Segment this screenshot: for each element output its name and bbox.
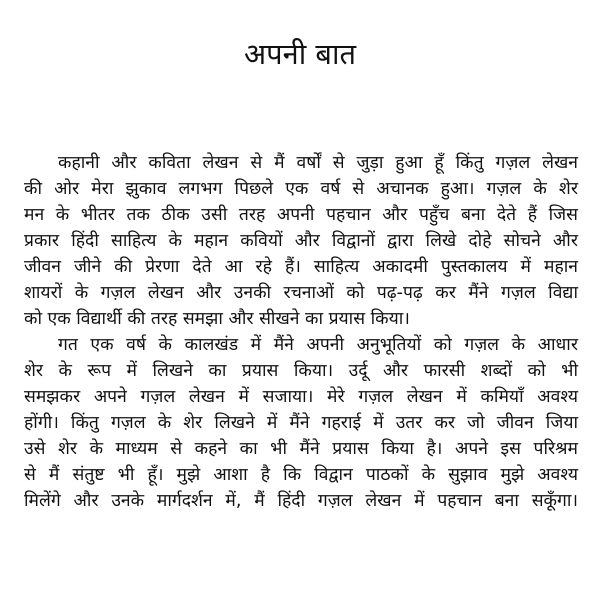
- body-text: [24, 150, 578, 514]
- text-line: होंगी। किंतु गज़ल के शेर लिखने में मैंने गहराई में उतर कर जो जीवन जिया: [24, 413, 578, 433]
- text-line: मिलेंगे और उनके मार्गदर्शन में, मैं हिंदी गज़ल लेखन में पहचान बना सकूँगा।: [24, 491, 578, 511]
- page-title: अपनी बात: [243, 37, 357, 71]
- text-line: गत एक वर्ष के कालखंड में मैंने अपनी अनुभूतियों को गज़ल के आधार: [58, 335, 578, 355]
- text-line: की ओर मेरा झुकाव लगभग पिछले एक वर्ष से अचानक हुआ। गज़ल के शेर: [24, 179, 578, 199]
- text-line: समझकर अपने गज़ल लेखन में सजाया। मेरे गज़ल लेखन में कमियाँ अवश्य: [24, 387, 578, 407]
- text-line: मन के भीतर तक ठीक उसी तरह अपनी पहचान और पहुँच बना देते हैं जिस: [24, 205, 578, 225]
- text-line: प्रकार हिंदी साहित्य के महान कवियों और विद्वानों द्वारा लिखे दोहे सोचने और: [24, 231, 578, 251]
- text-line: शायरों के गज़ल लेखन और उनकी रचनाओं को पढ़-पढ़ कर मैंने गज़ल विद्या: [24, 283, 578, 303]
- text-line: को एक विद्यार्थी की तरह समझा और सीखने का प्रयास किया।: [24, 309, 410, 329]
- text-line: उसे शेर के माध्यम से कहने का भी मैंने प्रयास किया है। अपने इस परिश्रम: [24, 439, 578, 459]
- text-line: जीवन जीने की प्रेरणा देते आ रहे हैं। साहित्य अकादमी पुस्तकालय में महान: [24, 257, 578, 277]
- text-line: कहानी और कविता लेखन से मैं वर्षों से जुड़ा हुआ हूँ किंतु गज़ल लेखन: [58, 153, 578, 173]
- text-line: शेर के रूप में लिखने का प्रयास किया। उर्दू और फारसी शब्दों को भी: [24, 361, 578, 381]
- text-line: से मैं संतुष्ट भी हूँ। मुझे आशा है कि विद्वान पाठकों के सुझाव मुझे अवश्य: [24, 465, 578, 485]
